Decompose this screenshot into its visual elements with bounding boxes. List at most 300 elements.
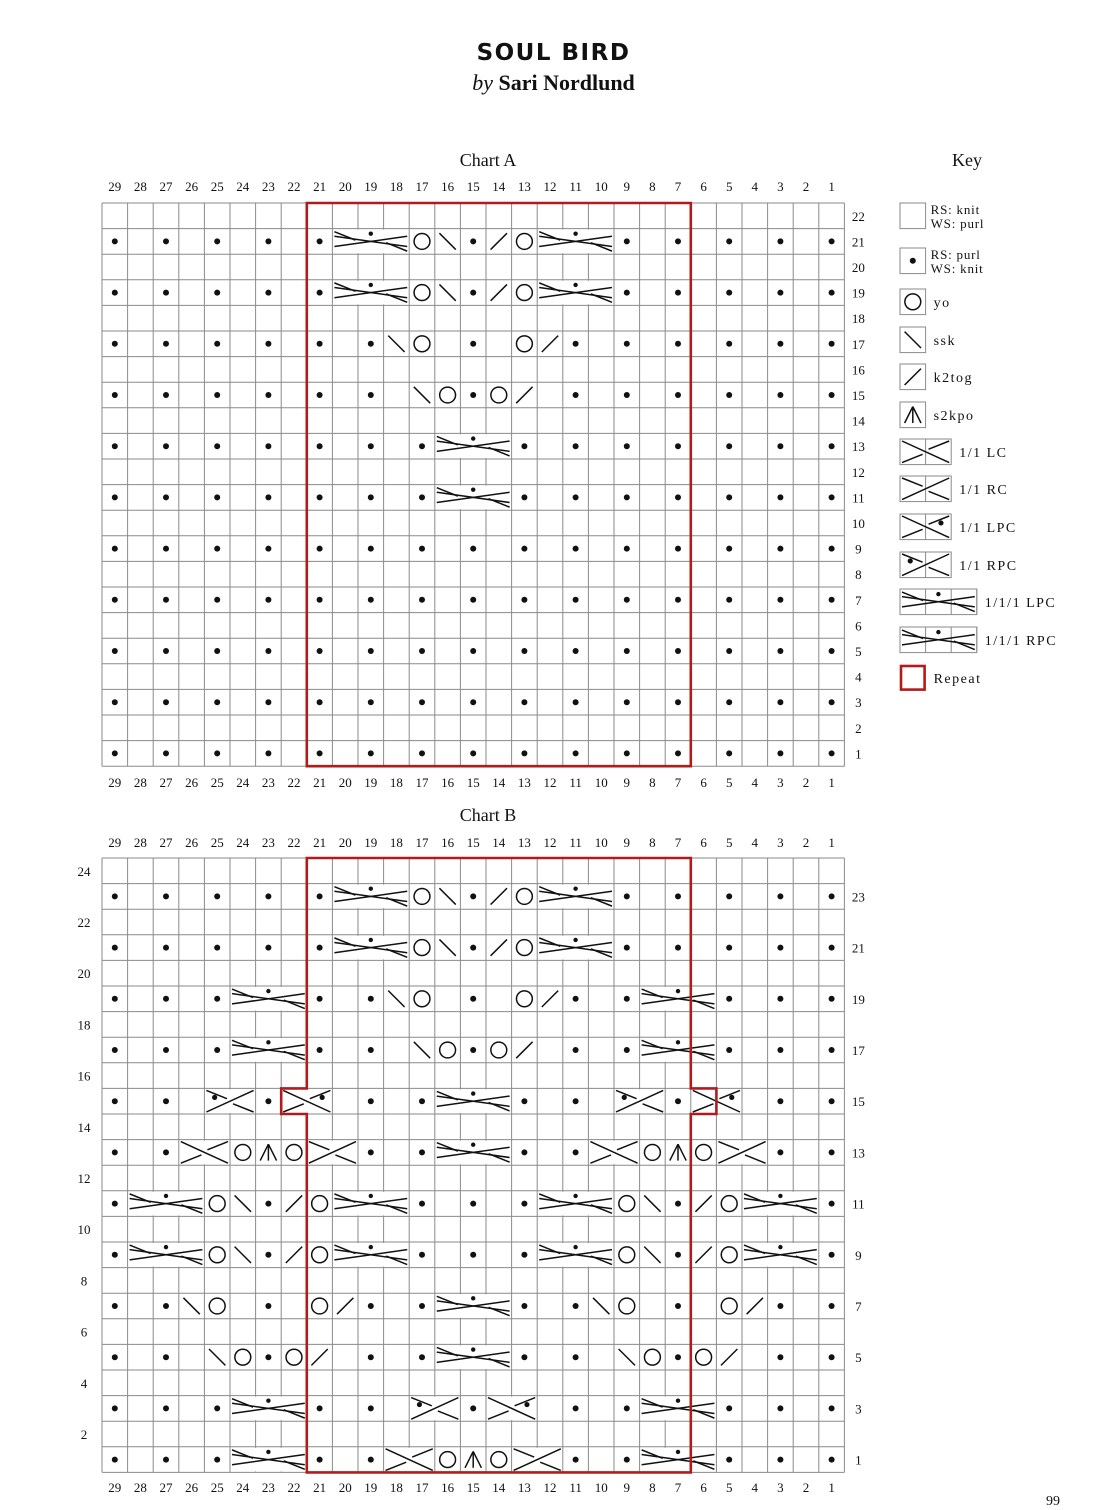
chart-a-col-number: 22 xyxy=(287,775,301,790)
ssk-stitch xyxy=(641,1192,665,1216)
chart-a-col-number: 21 xyxy=(313,775,327,790)
key-item-rc xyxy=(900,476,1008,502)
key-label: k2tog xyxy=(933,370,973,386)
purl-stitch xyxy=(829,1405,835,1411)
purl-stitch xyxy=(521,1201,527,1207)
yo-stitch xyxy=(487,1448,511,1472)
ssk-stitch xyxy=(180,1294,204,1318)
chart-b-stitches xyxy=(112,885,835,1472)
purl-stitch xyxy=(112,996,118,1002)
chart-a-col-number: 13 xyxy=(517,179,531,194)
chart-a-col-number: 1 xyxy=(828,179,835,194)
chart-b-row-number: 6 xyxy=(80,1324,88,1340)
rpc111-stitch xyxy=(538,936,613,960)
key-label: WS: knit xyxy=(930,261,984,276)
rpc-stitch xyxy=(205,1089,254,1113)
chart-b-col-number: 5 xyxy=(725,1480,733,1495)
chart-b-col-number: 26 xyxy=(185,1480,199,1495)
key-label: 1/1 LPC xyxy=(959,520,1017,536)
purl-stitch xyxy=(573,996,579,1002)
purl-stitch xyxy=(112,1201,118,1207)
chart-a-col-number: 3 xyxy=(777,775,784,790)
chart-b-col-number: 21 xyxy=(313,835,327,850)
purl-stitch xyxy=(573,1098,579,1104)
chart-b-col-number: 1 xyxy=(828,1480,835,1495)
rpc111-stitch xyxy=(641,1038,716,1062)
chart-b-row-number: 11 xyxy=(852,1196,865,1212)
key-label: 1/1 LC xyxy=(959,445,1008,461)
purl-stitch xyxy=(163,1457,169,1463)
rpc111-stitch xyxy=(231,987,306,1011)
ssk-stitch xyxy=(589,1294,613,1318)
chart-b-col-number: 19 xyxy=(364,1480,378,1495)
chart-a-col-number: 20 xyxy=(338,775,352,790)
k2tog-stitch xyxy=(538,987,562,1011)
purl-stitch xyxy=(214,1457,220,1463)
chart-a-col-number: 14 xyxy=(492,775,506,790)
chart-a-row-number: 6 xyxy=(855,618,862,634)
chart-a-col-number: 27 xyxy=(159,775,173,790)
chart-a-col-number: 8 xyxy=(649,179,656,194)
ssk-stitch xyxy=(231,1192,255,1216)
chart-b-row-number: 14 xyxy=(77,1119,91,1135)
chart-a-col-number: 2 xyxy=(802,775,810,790)
chart-a-col-number: 7 xyxy=(674,775,682,790)
ssk-stitch xyxy=(615,1345,639,1369)
purl-stitch xyxy=(317,1457,323,1463)
purl-stitch xyxy=(265,1201,271,1207)
chart-b-col-number: 24 xyxy=(236,835,250,850)
purl-stitch xyxy=(163,1405,169,1411)
purl-stitch xyxy=(163,1047,169,1053)
chart-b-row-number: 22 xyxy=(77,915,91,930)
purl-stitch xyxy=(317,893,323,899)
yo-stitch xyxy=(436,1448,460,1472)
chart-b-col-number: 12 xyxy=(543,1480,557,1495)
key-title: Key xyxy=(952,150,982,170)
chart-b-row-number: 23 xyxy=(851,889,865,905)
purl-stitch xyxy=(112,945,118,951)
rpc111-stitch xyxy=(333,1192,408,1216)
purl-stitch xyxy=(368,1405,374,1411)
chart-b-col-number: 15 xyxy=(466,1480,480,1495)
chart-b-col-number: 20 xyxy=(338,835,352,850)
purl-stitch xyxy=(829,893,835,899)
key-label: s2kpo xyxy=(933,408,975,424)
purl-stitch xyxy=(112,1149,118,1155)
chart-a-col-number: 16 xyxy=(441,179,455,194)
chart-a-col-number: 2 xyxy=(802,179,810,194)
k2tog-stitch xyxy=(308,1345,332,1369)
yo-stitch xyxy=(615,1192,639,1216)
chart-b-row-number: 8 xyxy=(80,1273,88,1289)
chart-b-row-number: 18 xyxy=(77,1017,91,1033)
key-label: yo xyxy=(933,295,951,311)
chart-a-col-number: 11 xyxy=(569,179,582,194)
chart-b-row-number: 3 xyxy=(855,1401,862,1417)
purl-stitch xyxy=(624,893,630,899)
ssk-stitch xyxy=(641,1243,665,1267)
chart-b-col-number: 19 xyxy=(364,835,378,850)
chart-a-row-number: 20 xyxy=(851,260,865,275)
chart-b-row-number: 10 xyxy=(77,1222,91,1238)
chart-b-col-number: 14 xyxy=(492,835,506,850)
chart-a-col-number: 28 xyxy=(133,775,147,790)
chart-a-row-number: 1 xyxy=(855,746,862,762)
chart-b-col-number: 18 xyxy=(389,1480,403,1495)
chart-a-col-number: 19 xyxy=(364,179,378,194)
purl-stitch xyxy=(675,945,681,951)
rpc111-stitch xyxy=(538,1192,613,1216)
chart-a-row-number: 14 xyxy=(851,413,865,429)
chart-b-row-number: 19 xyxy=(851,991,865,1007)
s2kpo-stitch xyxy=(461,1448,485,1472)
chart-a-col-number: 25 xyxy=(210,775,224,790)
purl-stitch xyxy=(470,996,476,1002)
chart-a-col-number: 3 xyxy=(777,179,784,194)
purl-stitch xyxy=(829,1457,835,1463)
purl-stitch xyxy=(726,893,732,899)
chart-b-col-number: 18 xyxy=(389,835,403,850)
chart-a-row-number: 22 xyxy=(851,208,865,224)
yo-stitch xyxy=(282,1141,306,1165)
lc-stitch xyxy=(180,1141,229,1165)
rpc111-stitch xyxy=(333,885,408,909)
purl-stitch xyxy=(214,1405,220,1411)
rpc111-stitch xyxy=(333,1243,408,1267)
purl-stitch xyxy=(726,1405,732,1411)
chart-b-col-number: 6 xyxy=(700,835,707,850)
purl-stitch xyxy=(573,1457,579,1463)
chart-b-col-number: 20 xyxy=(338,1480,352,1495)
chart-b-col-number: 24 xyxy=(236,1480,250,1495)
chart-b-col-number: 27 xyxy=(159,835,173,850)
chart-a-row-number: 12 xyxy=(851,464,865,480)
k2tog-stitch xyxy=(717,1345,741,1369)
purl-stitch xyxy=(573,1303,579,1309)
key-swatch xyxy=(900,289,926,315)
purl-stitch xyxy=(624,1405,630,1411)
purl-stitch xyxy=(419,1201,425,1207)
ssk-stitch xyxy=(385,987,409,1011)
chart-b-col-number: 22 xyxy=(287,1480,301,1495)
key-label: 1/1/1 RPC xyxy=(984,633,1058,649)
yo-stitch xyxy=(436,1038,460,1062)
key-item-rpc xyxy=(900,552,1018,578)
chart-b-col-number: 27 xyxy=(159,1480,173,1495)
chart-a-col-number: 24 xyxy=(236,179,250,194)
chart-b-row-number: 1 xyxy=(855,1452,862,1468)
purl-stitch xyxy=(726,1047,732,1053)
purl-stitch xyxy=(163,1354,169,1360)
chart-a-col-number: 15 xyxy=(466,775,480,790)
key-label: ssk xyxy=(933,333,957,349)
chart-b-col-number: 17 xyxy=(415,835,429,850)
k2tog-stitch xyxy=(692,1243,716,1267)
chart-a-col-number: 27 xyxy=(159,179,173,194)
purl-stitch xyxy=(470,1405,476,1411)
purl-stitch xyxy=(777,1405,783,1411)
chart-b-col-number: 15 xyxy=(466,835,480,850)
purl-stitch xyxy=(112,1405,118,1411)
purl-stitch xyxy=(368,1303,374,1309)
yo-stitch xyxy=(308,1243,332,1267)
purl-stitch xyxy=(521,1354,527,1360)
purl-stitch xyxy=(470,1201,476,1207)
purl-stitch xyxy=(777,1149,783,1155)
purl-stitch xyxy=(265,1098,271,1104)
purl-stitch xyxy=(624,1047,630,1053)
chart-b-col-number: 29 xyxy=(108,1480,122,1495)
chart-a-col-number: 10 xyxy=(594,179,608,194)
yo-stitch xyxy=(615,1294,639,1318)
purl-stitch xyxy=(573,1405,579,1411)
chart-b-col-number: 9 xyxy=(623,1480,631,1495)
purl-stitch xyxy=(419,1354,425,1360)
chart-b-title: Chart B xyxy=(459,805,517,825)
purl-stitch xyxy=(521,1303,527,1309)
yo-stitch xyxy=(410,885,434,909)
chart-b-row-number: 4 xyxy=(80,1375,88,1391)
ssk-stitch xyxy=(436,936,460,960)
chart-b-row-number: 24 xyxy=(77,863,91,879)
purl-stitch xyxy=(112,1252,118,1258)
chart-a-col-number: 6 xyxy=(700,775,707,790)
yo-stitch xyxy=(615,1243,639,1267)
ssk-stitch xyxy=(410,1038,434,1062)
purl-stitch xyxy=(317,1405,323,1411)
ssk-stitch xyxy=(205,1345,229,1369)
purl-stitch xyxy=(829,1098,835,1104)
purl-stitch xyxy=(675,1354,681,1360)
rpc111-stitch xyxy=(538,1243,613,1267)
key-swatch xyxy=(900,203,926,229)
purl-stitch xyxy=(521,1098,527,1104)
yo-stitch xyxy=(231,1141,255,1165)
yo-stitch xyxy=(205,1294,229,1318)
chart-b-col-number: 8 xyxy=(649,1480,656,1495)
chart-a-row-number: 13 xyxy=(851,439,865,455)
chart-a-row-number: 9 xyxy=(855,541,862,557)
purl-stitch xyxy=(675,1252,681,1258)
purl-stitch xyxy=(624,996,630,1002)
chart-a-col-number: 20 xyxy=(338,179,352,194)
chart-b-col-number: 29 xyxy=(108,835,122,850)
key-label: 1/1 RPC xyxy=(959,558,1018,574)
purl-stitch xyxy=(829,1303,835,1309)
purl-stitch xyxy=(112,1354,118,1360)
chart-b-row-number: 5 xyxy=(855,1350,862,1366)
chart-a-col-number: 4 xyxy=(751,179,759,194)
purl-stitch xyxy=(265,1252,271,1258)
chart-b-col-number: 8 xyxy=(649,835,656,850)
purl-stitch xyxy=(419,1098,425,1104)
key-item-repeat xyxy=(901,666,981,690)
purl-stitch xyxy=(214,1047,220,1053)
yo-stitch xyxy=(282,1345,306,1369)
key-item-knit xyxy=(900,202,984,231)
chart-b-row-number: 12 xyxy=(77,1171,91,1186)
purl-stitch xyxy=(470,893,476,899)
s2kpo-stitch xyxy=(257,1141,281,1165)
chart-b-col-number: 16 xyxy=(441,1480,455,1495)
chart-a-col-number: 17 xyxy=(415,179,429,194)
purl-stitch xyxy=(368,1457,374,1463)
chart-a-col-number: 29 xyxy=(108,775,122,790)
purl-stitch xyxy=(368,1354,374,1360)
purl-stitch xyxy=(265,1354,271,1360)
purl-stitch xyxy=(368,1098,374,1104)
chart-b-row-number: 20 xyxy=(77,966,91,982)
chart-a-title: Chart A xyxy=(459,150,517,170)
yo-stitch xyxy=(410,936,434,960)
purl-stitch xyxy=(265,1303,271,1309)
yo-stitch xyxy=(513,885,537,909)
key-label: RS: purl xyxy=(930,247,981,262)
purl-stitch xyxy=(573,1149,579,1155)
purl-stitch xyxy=(317,996,323,1002)
chart-a-row-number: 21 xyxy=(851,234,865,250)
chart-a-col-number: 23 xyxy=(261,775,275,790)
chart-a-row-number: 16 xyxy=(851,362,865,378)
yo-stitch xyxy=(513,936,537,960)
yo-stitch xyxy=(487,1038,511,1062)
rpc111-stitch xyxy=(129,1192,204,1216)
chart-a-row-number: 2 xyxy=(855,720,862,736)
chart-a-col-number: 24 xyxy=(236,775,250,790)
purl-stitch xyxy=(829,996,835,1002)
purl-stitch xyxy=(265,893,271,899)
purl-stitch xyxy=(624,1457,630,1463)
k2tog-stitch xyxy=(743,1294,767,1318)
purl-stitch xyxy=(265,945,271,951)
lc-stitch xyxy=(385,1448,434,1472)
repeat-swatch xyxy=(901,666,925,690)
purl-stitch xyxy=(573,1354,579,1360)
purl-stitch xyxy=(777,945,783,951)
chart-b-col-number: 2 xyxy=(802,835,810,850)
purl-stitch xyxy=(419,1149,425,1155)
chart-a-col-number: 7 xyxy=(674,179,682,194)
purl-stitch xyxy=(829,1354,835,1360)
purl-stitch xyxy=(777,1457,783,1463)
chart-a-col-number: 19 xyxy=(364,775,378,790)
purl-stitch xyxy=(419,1303,425,1309)
k2tog-stitch xyxy=(282,1243,306,1267)
chart-a-row-number: 19 xyxy=(851,285,865,301)
chart-b-col-number: 14 xyxy=(492,1480,506,1495)
chart-b-col-number: 3 xyxy=(777,1480,784,1495)
rpc111-stitch xyxy=(436,1345,511,1369)
k2tog-stitch xyxy=(487,885,511,909)
yo-stitch xyxy=(717,1294,741,1318)
purl-stitch xyxy=(675,1201,681,1207)
chart-a-row-number: 17 xyxy=(851,336,865,352)
chart-a-row-number: 5 xyxy=(855,644,862,659)
rpc111-stitch xyxy=(436,1141,511,1165)
key-item-lpc111 xyxy=(900,589,1056,615)
purl-stitch xyxy=(521,1149,527,1155)
chart-b-col-number: 3 xyxy=(777,835,784,850)
chart-a-col-number: 1 xyxy=(828,775,835,790)
chart-a-col-number: 26 xyxy=(185,179,199,194)
purl-stitch xyxy=(675,1303,681,1309)
key-item-rpc111 xyxy=(900,627,1057,653)
chart-b-col-number: 25 xyxy=(210,835,224,850)
chart-b-col-number: 13 xyxy=(517,1480,531,1495)
chart-b-col-number: 13 xyxy=(517,835,531,850)
key-label: 1/1/1 LPC xyxy=(984,595,1057,611)
chart-a-row-number: 3 xyxy=(855,695,862,711)
chart-a-col-number: 15 xyxy=(466,179,480,194)
chart-b-row-number: 17 xyxy=(851,1043,865,1058)
purl-stitch xyxy=(317,1047,323,1053)
key-item-lc xyxy=(900,439,1007,465)
purl-stitch xyxy=(214,996,220,1002)
chart-b-row-number: 2 xyxy=(80,1427,88,1442)
chart-b-col-number: 12 xyxy=(543,835,557,850)
chart-a-row-number: 15 xyxy=(851,388,865,403)
key-item-ssk xyxy=(900,327,956,353)
rpc111-stitch xyxy=(333,936,408,960)
chart-a-col-number: 9 xyxy=(623,179,631,194)
pattern-title: SOUL BIRD xyxy=(476,40,631,66)
purl-stitch xyxy=(777,1047,783,1053)
purl-stitch xyxy=(726,996,732,1002)
purl-stitch xyxy=(777,1354,783,1360)
chart-a-col-number: 10 xyxy=(594,775,608,790)
yo-stitch xyxy=(205,1243,229,1267)
purl-stitch xyxy=(777,996,783,1002)
chart-a-row-number: 7 xyxy=(855,592,862,608)
purl-stitch xyxy=(163,1303,169,1309)
page-number: 99 xyxy=(1046,1494,1060,1509)
ssk-stitch xyxy=(436,885,460,909)
chart-a-col-number: 13 xyxy=(517,775,531,790)
purl-stitch xyxy=(675,893,681,899)
rpc111-stitch xyxy=(436,1294,511,1318)
purl-stitch xyxy=(163,1149,169,1155)
ssk-stitch xyxy=(231,1243,255,1267)
lpc-stitch xyxy=(282,1089,331,1113)
chart-a-row-number: 4 xyxy=(855,669,862,685)
chart-a-col-number: 17 xyxy=(415,775,429,790)
chart-a-col-number: 22 xyxy=(287,179,301,194)
chart-a-row-number: 8 xyxy=(855,567,862,583)
purl-stitch xyxy=(726,1457,732,1463)
chart-a-col-number: 18 xyxy=(389,775,403,790)
yo-stitch xyxy=(205,1192,229,1216)
chart-a-col-number: 14 xyxy=(492,179,506,194)
purl-stitch xyxy=(726,945,732,951)
purl-stitch xyxy=(163,996,169,1002)
purl-stitch xyxy=(777,1303,783,1309)
purl-stitch xyxy=(368,1149,374,1155)
chart-b-col-number: 1 xyxy=(828,835,835,850)
yo-stitch xyxy=(308,1192,332,1216)
chart-b-col-number: 23 xyxy=(261,1480,275,1495)
rpc111-stitch xyxy=(743,1192,818,1216)
purl-stitch xyxy=(470,1047,476,1053)
chart-a-col-number: 9 xyxy=(623,775,631,790)
purl-stitch xyxy=(419,1252,425,1258)
rpc111-stitch xyxy=(231,1448,306,1472)
chart-a-col-number: 12 xyxy=(543,179,557,194)
purl-stitch xyxy=(675,1098,681,1104)
purl-stitch xyxy=(368,1047,374,1053)
yo-stitch xyxy=(410,987,434,1011)
purl-stitch xyxy=(573,1047,579,1053)
